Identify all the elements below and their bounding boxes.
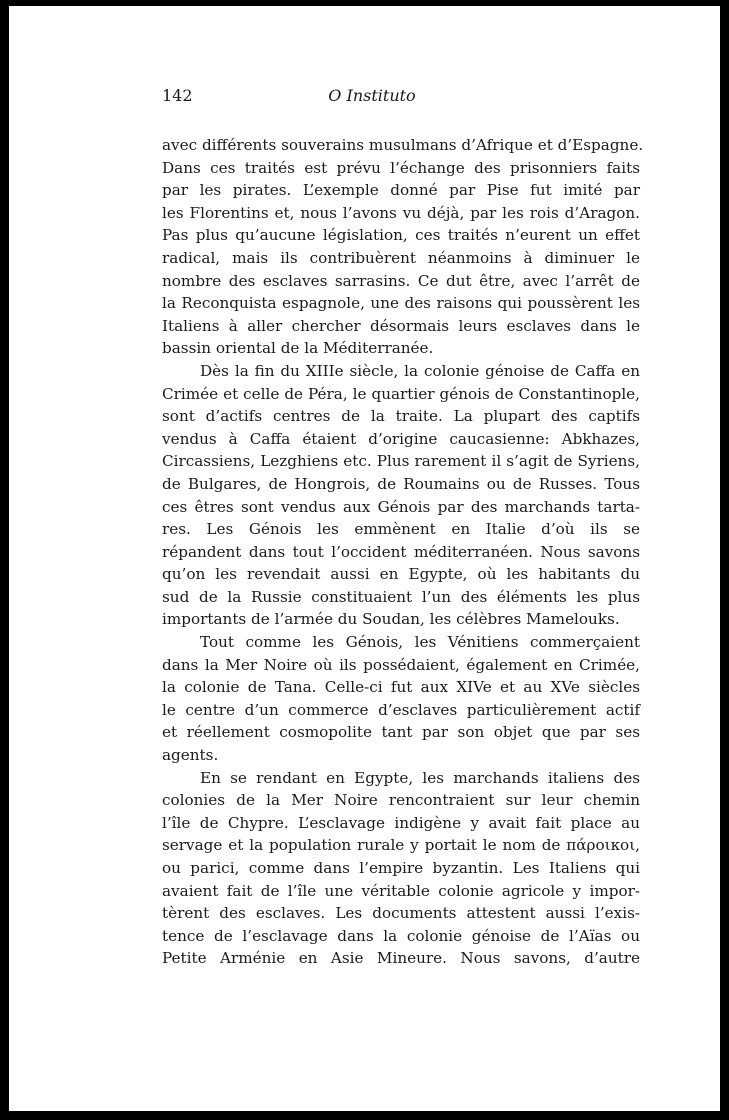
text-line: Italiens à aller chercher désormais leurs esclaves dans le [162, 316, 640, 335]
text-line: ces êtres sont vendus aux Génois par des marchands tarta- [162, 497, 640, 516]
text-line: Petite Arménie en Asie Mineure. Nous savons, d’autre [162, 949, 640, 968]
scan-border-left [0, 0, 9, 1120]
text-line: Pas plus qu’aucune législation, ces traités n’eurent un effet [162, 226, 640, 245]
text-line: agents. [162, 746, 219, 765]
text-line: le centre d’un commerce d’esclaves particulièrement actif [162, 700, 640, 719]
text-line: par les pirates. L’exemple donné par Pise fut imité par [162, 181, 640, 200]
text-line: tence de l’esclavage dans la colonie génoise de l’Aïas ou [162, 926, 640, 945]
text-line: tèrent des esclaves. Les documents attestent aussi l’exis- [162, 904, 640, 923]
text-line: avec différents souverains musulmans d’Afrique et d’Espagne. [162, 136, 644, 154]
text-line: sud de la Russie constituaient l’un des éléments les plus [162, 587, 640, 606]
text-line: vendus à Caffa étaient d’origine caucasienne: Abkhazes, [162, 429, 640, 448]
text-line: répandent dans tout l’occident méditerranéen. Nous savons [162, 542, 640, 561]
text-line: ou parici, comme dans l’empire byzantin. Les Italiens qui [162, 859, 640, 877]
text-line: la colonie de Tana. Celle-ci fut aux XIVe et au XVe siècles [162, 678, 640, 697]
text-line: Dans ces traités est prévu l’échange des prisonniers faits [162, 158, 640, 177]
page-number: 142 [162, 86, 193, 105]
text-line: qu’on les revendait aussi en Egypte, où les habitants du [162, 565, 640, 584]
text-line: importants de l’armée du Soudan, les célèbres Mamelouks. [162, 610, 620, 629]
text-line: Dès la fin du XIIIe siècle, la colonie génoise de Caffa en [200, 361, 640, 380]
text-line: et réellement cosmopolite tant par son objet que par ses [162, 723, 640, 742]
text-line: Tout comme les Génois, les Vénitiens commerçaient [200, 633, 640, 652]
text-line: Crimée et celle de Péra, le quartier génois de Constantinople, [162, 384, 640, 403]
text-line: de Bulgares, de Hongrois, de Roumains ou de Russes. Tous [162, 474, 640, 493]
text-line: radical, mais ils contribuèrent néanmoins à diminuer le [162, 248, 640, 267]
text-line: bassin oriental de la Méditerranée. [162, 339, 434, 358]
scan-border-top [0, 0, 729, 6]
running-title: O Instituto [328, 86, 416, 105]
text-line: Circassiens, Lezghiens etc. Plus rarement il s’agit de Syriens, [162, 452, 640, 471]
text-line: la Reconquista espagnole, une des raisons qui poussèrent les [162, 294, 640, 313]
text-line: dans la Mer Noire où ils possédaient, également en Crimée, [162, 655, 640, 674]
scan-border-bottom [0, 1111, 729, 1120]
page-header [162, 86, 582, 108]
scan-border-right [720, 0, 729, 1120]
text-line: avaient fait de l’île une véritable colonie agricole y impor- [162, 881, 640, 900]
text-line: les Florentins et, nous l’avons vu déjà, par les rois d’Aragon. [162, 203, 640, 222]
text-line: En se rendant en Egypte, les marchands italiens des [200, 768, 640, 787]
text-line: sont d’actifs centres de la traite. La plupart des captifs [162, 407, 640, 426]
text-line: res. Les Génois les emmènent en Italie d’où ils se [162, 520, 640, 539]
text-line: nombre des esclaves sarrasins. Ce dut être, avec l’arrêt de [162, 271, 640, 290]
text-line: colonies de la Mer Noire rencontraient sur leur chemin [162, 791, 640, 810]
text-line: l’île de Chypre. L’esclavage indigène y avait fait place au [162, 813, 640, 832]
text-line: servage et la population rurale y portait le nom de πάροικοι, [162, 836, 640, 855]
body-text [162, 134, 644, 970]
